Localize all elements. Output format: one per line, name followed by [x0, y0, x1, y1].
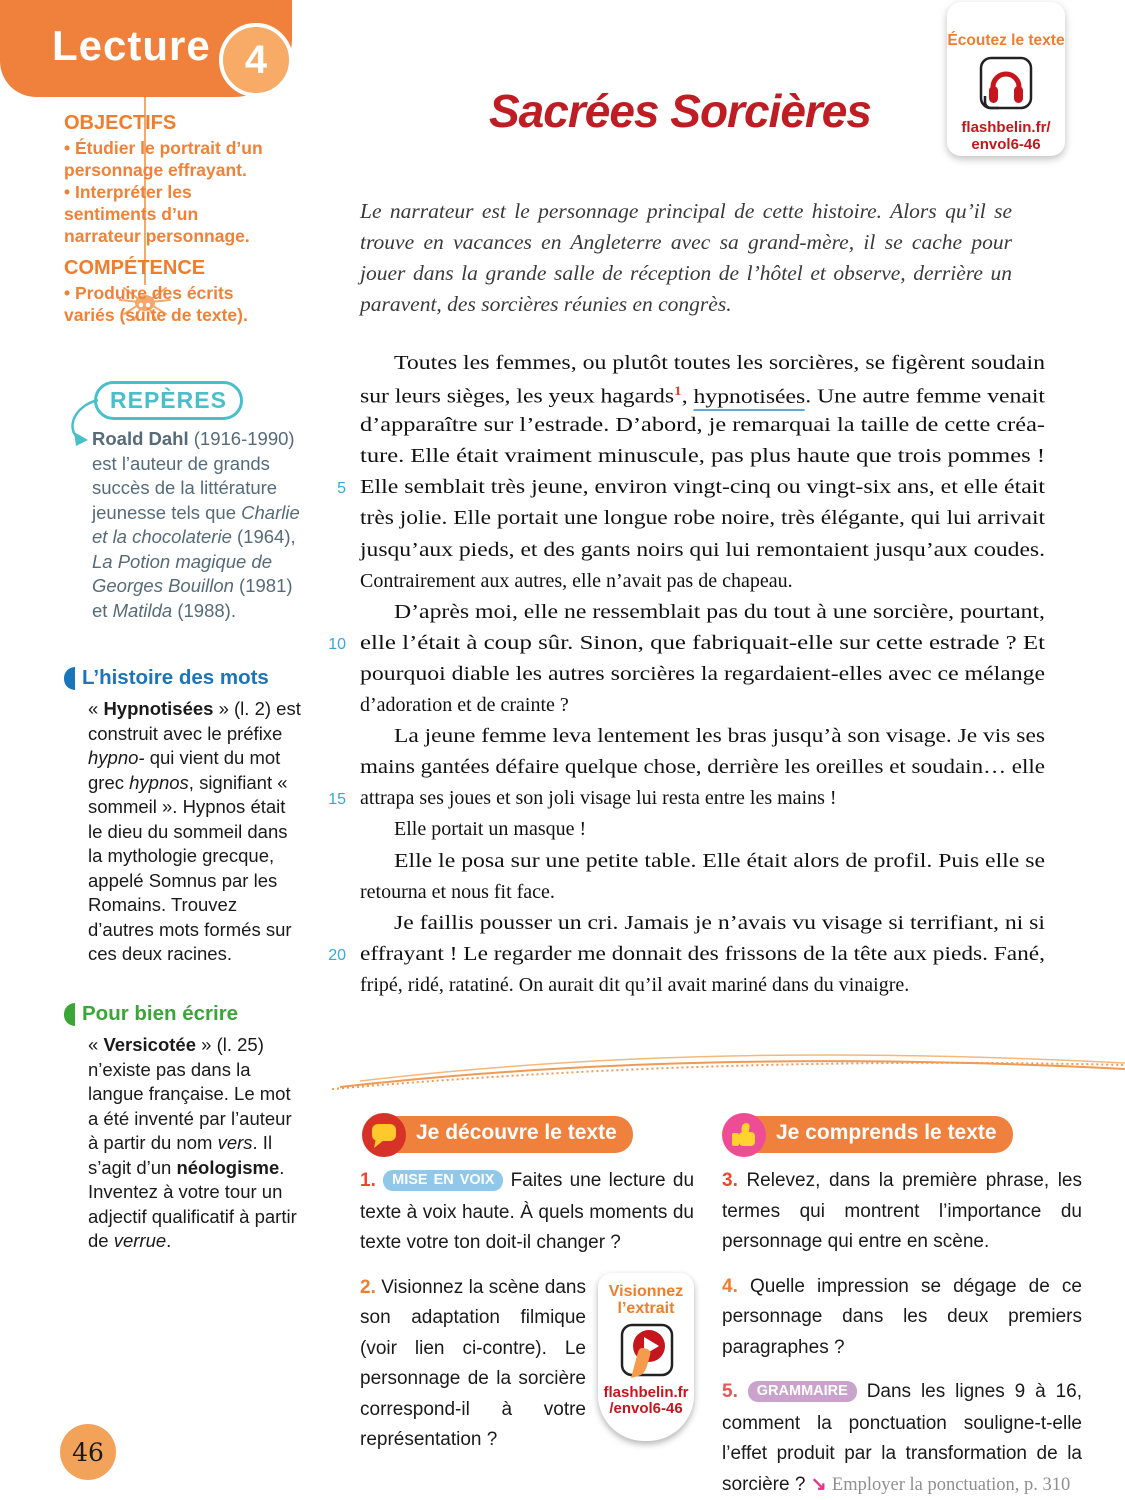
- question-2: 2. Visionnez la scène dans son adaptation filmique (voir lien ci-contre). Le personnage de la sorcière correspond-il à votre représentation ?: [360, 1276, 586, 1450]
- understand-questions: [722, 1166, 1082, 1500]
- grammar-reference[interactable]: Employer la ponctuation, p. 310: [831, 1474, 1071, 1495]
- question-5: 5. GRAMMAIRE Dans les lignes 9 à 16, comment la ponctuation souligne-t-elle l’effet produit par la transformation de la sorcière ? ↘ Employer la ponctuation, p. 310: [722, 1381, 1082, 1495]
- lesson-number-badge: [219, 23, 293, 97]
- play-hand-icon: [615, 1320, 677, 1382]
- section-body: « Versicotée » (l. 25) n’existe pas dans la langue française. Le mot a été inventé par l’auteur à partir du nom vers. Il s’agit d’un néologisme. Inventez à votre tour un adjectif qualificatif à partir de verrue.: [88, 1034, 297, 1251]
- mise-en-voix-badge: MISE EN VOIX: [383, 1170, 503, 1191]
- text-line: 10 elle l’était à coup sûr. Sinon, que fabriquait-elle sur cette estrade ? Et: [360, 632, 1045, 663]
- reading-text: [328, 352, 1045, 1005]
- footnote-ref: 1: [674, 383, 682, 399]
- objectif-item: • Interpréter les sentiments d’un narrateur personnage.: [64, 182, 250, 246]
- speech-bubble-icon: [360, 1111, 408, 1159]
- line-number: 15: [328, 791, 346, 809]
- question-4: 4. Quelle impression se dégage de ce personnage dans les deux premiers paragraphes ?: [722, 1275, 1082, 1358]
- text-line: très jolie. Elle portait une longue robe noire, très élégante, qui lui arrivait: [360, 507, 1045, 530]
- text-line: Je faillis pousser un cri. Jamais je n’avais vu visage si terrifiant, ni si: [394, 911, 1045, 934]
- objectifs-block: [64, 112, 264, 326]
- section-body: « Hypnotisées » (l. 2) est construit avec le préfixe hypno- qui vient du mot grec hypnos, signifiant « sommeil ». Hypnos était le dieu du sommeil dans la mythologie grecque, appelé Somnus par les Romains. Trouvez d’autres mots formés sur ces deux racines.: [88, 698, 301, 964]
- histoire-des-mots-block: [64, 666, 301, 967]
- lesson-number: 4: [244, 37, 268, 82]
- intro-paragraph: Le narrateur est le personnage principal de cette histoire. Alors qu’il se trouve en vacances en Angleterre avec sa grand-mère, il se cache pour jouer dans la grande salle de réception de l’hôtel et observe, derrière un paravent, des sorcières réunies en congrès.: [360, 199, 1012, 316]
- page-title: Sacrées Sorcières: [489, 85, 871, 137]
- watch-link[interactable]: flashbelin.fr /envol6-46: [603, 1383, 689, 1417]
- understand-header: [722, 1116, 1013, 1166]
- competence-title: COMPÉTENCE: [64, 257, 206, 279]
- reference-arrow-icon: ↘: [810, 1473, 827, 1495]
- objectifs-title: OBJECTIFS: [64, 112, 177, 134]
- understand-header-pill: Je comprends le texte: [742, 1116, 1013, 1153]
- page-number-badge: 46: [60, 1424, 116, 1480]
- text-line: sur leurs sièges, les yeux hagards$^1$, hypnotisées. Une autre femme venait: [360, 383, 1045, 414]
- text-line: pourquoi diable les autres sorcières la regardaient-elles avec ce mélange: [360, 662, 1045, 685]
- text-line: d’adoration et de crainte ?: [360, 694, 569, 717]
- text-line: ture. Elle était vraiment minuscule, pas plus haute que trois pommes !: [360, 445, 1045, 468]
- banner-label: Lecture: [52, 22, 211, 69]
- section-marker-icon: [64, 667, 75, 690]
- text-line: D’après moi, elle ne ressemblait pas du tout à une sorcière, pourtant,: [394, 600, 1045, 623]
- listen-link[interactable]: flashbelin.fr/ envol6-46: [961, 119, 1051, 153]
- text-line: 20 effrayant ! Le regarder me donnait des frissons de la tête aux pieds. Fané,: [360, 943, 1045, 974]
- text-line: mains gantées défaire quelque chose, derrière les oreilles et soudain… elle: [360, 756, 1045, 779]
- text-line: jusqu’aux pieds, et des gants noirs qui lui remontaient jusqu’aux coudes.: [360, 538, 1045, 561]
- listen-label: Écoutez le texte: [947, 32, 1065, 49]
- text-line: 15 attrapa ses joues et son joli visage lui resta entre les mains !: [360, 787, 1045, 818]
- text-line: retourna et nous fit face.: [360, 880, 555, 903]
- section-title: L’histoire des mots: [82, 666, 269, 689]
- line-number: 20: [328, 946, 346, 964]
- section-marker-icon: [64, 1003, 75, 1026]
- text-line: Contrairement aux autres, elle n’avait pas de chapeau.: [360, 569, 793, 592]
- text-line: fripé, ridé, ratatiné. On aurait dit qu’il avait mariné dans du vinaigre.: [360, 973, 910, 996]
- discover-questions: [360, 1166, 694, 1470]
- section-title: Pour bien écrire: [82, 1002, 239, 1025]
- thumbs-up-icon: [720, 1111, 768, 1159]
- discover-header: [362, 1116, 633, 1166]
- question-1: 1. MISE EN VOIX Faites une lecture du texte à voix haute. À quels moments du texte votre ton doit-il changer ?: [360, 1170, 695, 1253]
- discover-header-pill: Je découvre le texte: [382, 1116, 633, 1153]
- objectif-item: • Étudier le portrait d’un personnage effrayant.: [64, 138, 263, 180]
- line-number: 10: [328, 635, 346, 653]
- competence-item: • Produire des écrits variés (suite de texte).: [64, 283, 248, 325]
- section-divider: [330, 1025, 1125, 1095]
- question-3: 3. Relevez, dans la première phrase, les termes qui montrent l’importance du personnage qui entre en scène.: [722, 1170, 1082, 1252]
- text-line: Elle portait un masque !: [394, 818, 587, 841]
- reperes-badge: REPÈRES: [94, 381, 243, 420]
- reperes-text: Roald Dahl (1916-1990) est l’auteur de grands succès de la littérature jeunesse tels que Charlie et la chocolaterie (1964), La Potion magique de Georges Bouillon (1981) et Matilda (1988).: [92, 428, 300, 621]
- line-number: 5: [337, 480, 346, 498]
- watch-extract-card[interactable]: Visionnez l’extrait flashbelin.fr /envol6-46: [598, 1273, 694, 1441]
- glossary-word: hypnotisées: [694, 386, 806, 411]
- text-line: d’apparaître sur l’estrade. D’abord, je remarquai la taille de cette créa-: [360, 414, 1045, 437]
- text-line: Elle le posa sur une petite table. Elle était alors de profil. Puis elle se: [394, 849, 1045, 872]
- question-2-row: [360, 1273, 694, 1470]
- text-line: Toutes les femmes, ou plutôt toutes les sorcières, se figèrent soudain: [394, 352, 1045, 374]
- pour-bien-ecrire-block: [64, 1002, 297, 1254]
- grammaire-badge: GRAMMAIRE: [748, 1381, 857, 1402]
- text-line: 5 Elle semblait très jeune, environ vingt-cinq ou vingt-six ans, et elle était: [360, 476, 1045, 507]
- text-line: La jeune femme leva lentement les bras jusqu’à son visage. Je vis ses: [394, 725, 1045, 748]
